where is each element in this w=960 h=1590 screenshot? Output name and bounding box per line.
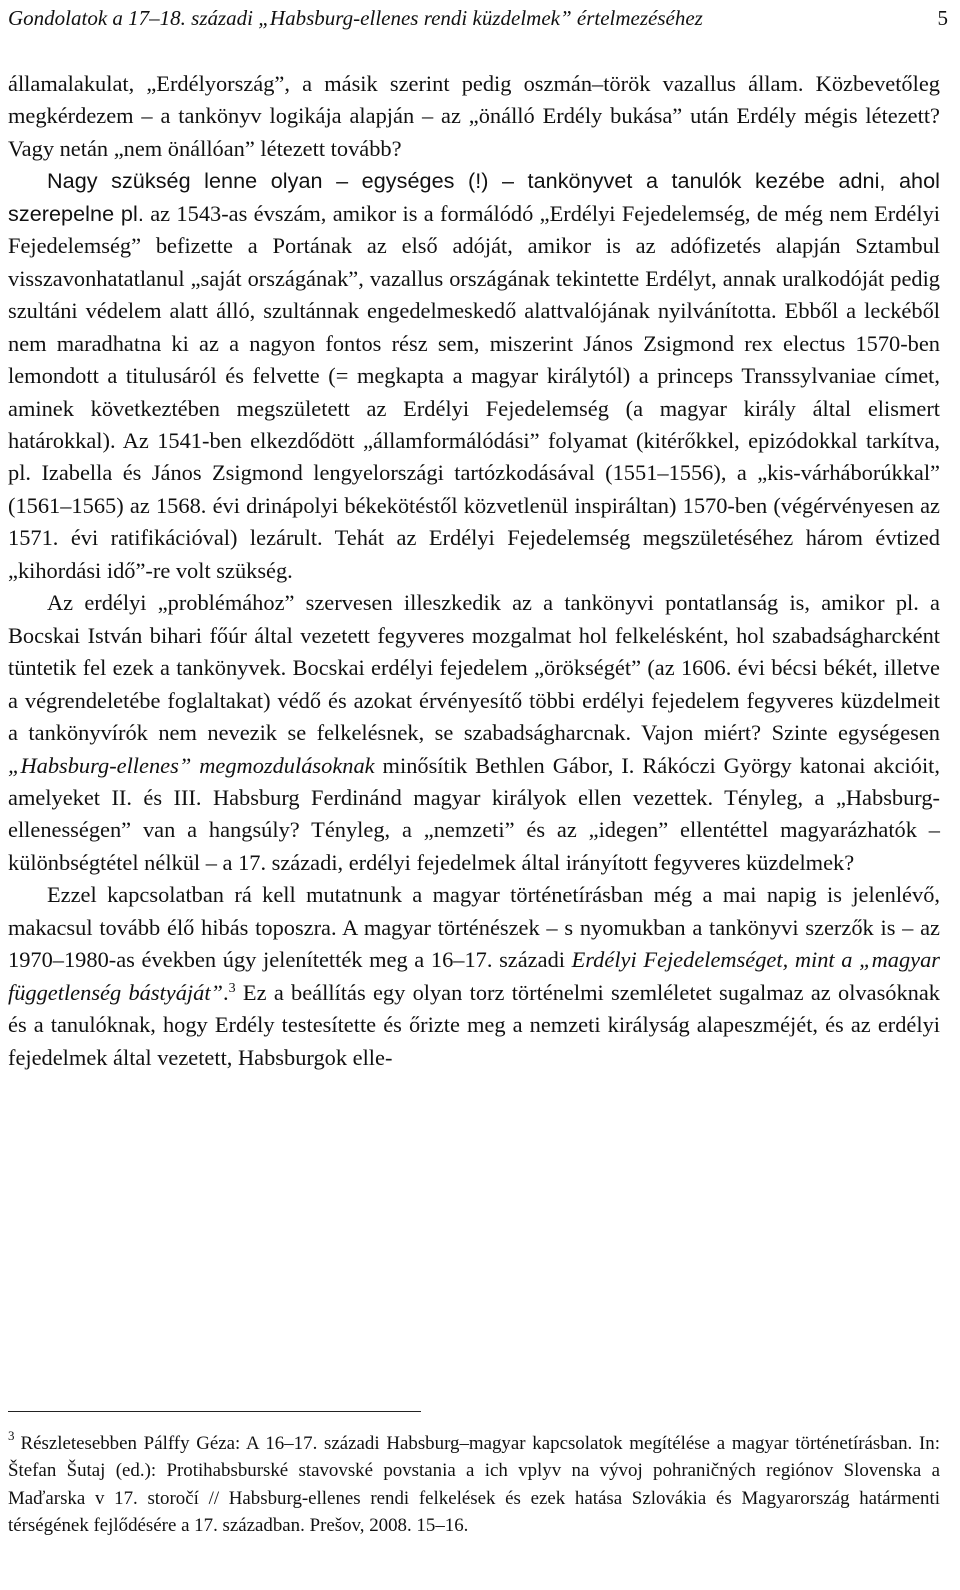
running-title: Gondolatok a 17–18. századi „Habsburg-ellenes rendi küzdelmek” értelmezéséhez bbox=[8, 6, 703, 30]
paragraph-3-text-start: Az erdélyi „problémához” szervesen illeszkedik az a tankönyvi pontatlanság is, amikor pl. a Bocskai István bihari főúr által vezetett fegyveres mozgalmat hol felkelésként, hol szabadságharcként tüntetik fel ezek a tankönyvek. Bocskai erdélyi fejedelem „örökségét” (az 1606. évi bécsi békét, illetve a végrendeletébe foglaltakat) védő és azokat érvényesítő többi erdélyi fejedelem fegyveres küzdelmeit a tankönyvírók nem nevezik se felkelésnek, se szabadságharcnak. Vajon miért? Szinte egységesen bbox=[8, 590, 940, 746]
paragraph-4-text-start: Ezzel kapcsolatban rá kell mutatnunk a magyar történetírásban még a mai napig is jelenlévő, makacsul tovább élő hibás toposzra. A magyar történészek – s nyomukban a tankönyvi szerzők is – az 1970–1980-as években úgy jelenítették meg a 16–17. századi bbox=[8, 882, 940, 973]
footnote bbox=[8, 1430, 940, 1540]
paragraph-2-text: az 1543-as évszám, amikor is a formálódó „Erdélyi Fejedelemség, de még nem Erdélyi Fejedelemség” befizette a Portának az első adóját, amikor is az adófizetés alapján Sztambul visszavonhatatlanul „saját országának”, vazallus országának tekintette Erdélyt, annak uralkodóját pedig szultáni védelem alatt álló, szultánnak engedelmeskedő alattvalójának nyilvánította. Ebből a leckéből nem maradhatna ki az a nagyon fontos rész sem, miszerint János Zsigmond rex electus 1570-ben lemondott a titulusáról és felvette (= megkapta a magyar királytól) a princeps Transsylvaniae címet, aminek következtében megszületett az Erdélyi Fejedelemség (a magyar király által elismert határokkal). Az 1541-ben elkezdődött „államformálódási” folyamat (kitérőkkel, epizódokkal tarkítva, pl. Izabella és János Zsigmond lengyelországi tartózkodásával (1551–1556), a „kis-várháborúkkal” (1561–1565) az 1568. évi drinápolyi békekötéstől közvetlenül inspiráltan) 1570-ben (végérvényesen az 1571. évi ratifikációval) lezárult. Tehát az Erdélyi Fejedelemség megszületéséhez három évtized „kihordási idő”-re volt szükség. bbox=[8, 200, 940, 583]
page-number: 5 bbox=[937, 6, 948, 30]
paragraph-2-sans-text: Nagy szükség lenne olyan – egységes (!) – tankönyvet a tanulók kezébe adni, ahol szerepelne pl. bbox=[8, 168, 940, 226]
paragraph-2 bbox=[8, 165, 940, 587]
paragraph-3-italic-text: „Habsburg-ellenes” megmozdulásoknak bbox=[8, 752, 375, 778]
paragraph-1 bbox=[8, 68, 940, 165]
running-header bbox=[8, 6, 948, 36]
footnote-marker: 3 bbox=[8, 1428, 15, 1443]
body-text bbox=[8, 68, 940, 1074]
paragraph-3-text-end: minősítik Bethlen Gábor, I. Rákóczi György katonai akcióit, amelyeket II. és III. Habsburg Ferdinánd magyar királyok ellen vezettek. Tényleg, a „Habsburg-ellenességen” van a hangsúly? Tényleg, a „nemzeti” és az „idegen” ellentéttel magyarázhatók – különbségtétel nélkül – a 17. századi, erdélyi fejedelmek által irányított fegyveres küzdelmek? bbox=[8, 752, 940, 875]
paragraph-4 bbox=[8, 879, 940, 1074]
footnote-separator bbox=[8, 1411, 421, 1412]
footnote-reference[interactable]: 3 bbox=[228, 980, 236, 996]
paragraph-4-period: . bbox=[223, 979, 229, 1005]
footnote-text: Részletesebben Pálffy Géza: A 16–17. századi Habsburg–magyar kapcsolatok megítélése a magyar történetírásban. In: Štefan Šutaj (ed.): Protihabsburské stavovské povstania a ich vplyv na vývoj pohraničných regiónov Slovenska a Maďarska v 17. storočí // Habsburg-ellenes rendi felkelések és ezek hatása Szlovákia és Magyarország határmenti térségének fejlődésére a 17. században. Prešov, 2008. 15–16. bbox=[8, 1433, 940, 1537]
paragraph-4-text-end: Ez a beállítás egy olyan torz történelmi szemléletet sugalmaz az olvasóknak és a tanulóknak, hogy Erdély testesítette és őrizte meg a nemzeti királyság alapeszméjét, és az erdélyi fejedelmek által vezetett, Habsburgok elle- bbox=[8, 979, 941, 1070]
footnote-3 bbox=[8, 1430, 940, 1540]
paragraph-4-italic-text: Erdélyi Fejedelemséget, mint a „magyar függetlenség bástyáját” bbox=[8, 947, 940, 1005]
paragraph-3 bbox=[8, 587, 940, 879]
paragraph-1-text: államalakulat, „Erdélyország”, a másik szerint pedig oszmán–török vazallus állam. Közbevetőleg megkérdezem – a tankönyv logikája alapján – az „önálló Erdély bukása” után Erdély mégis létezett? Vagy netán „nem önállóan” létezett tovább? bbox=[8, 71, 940, 161]
